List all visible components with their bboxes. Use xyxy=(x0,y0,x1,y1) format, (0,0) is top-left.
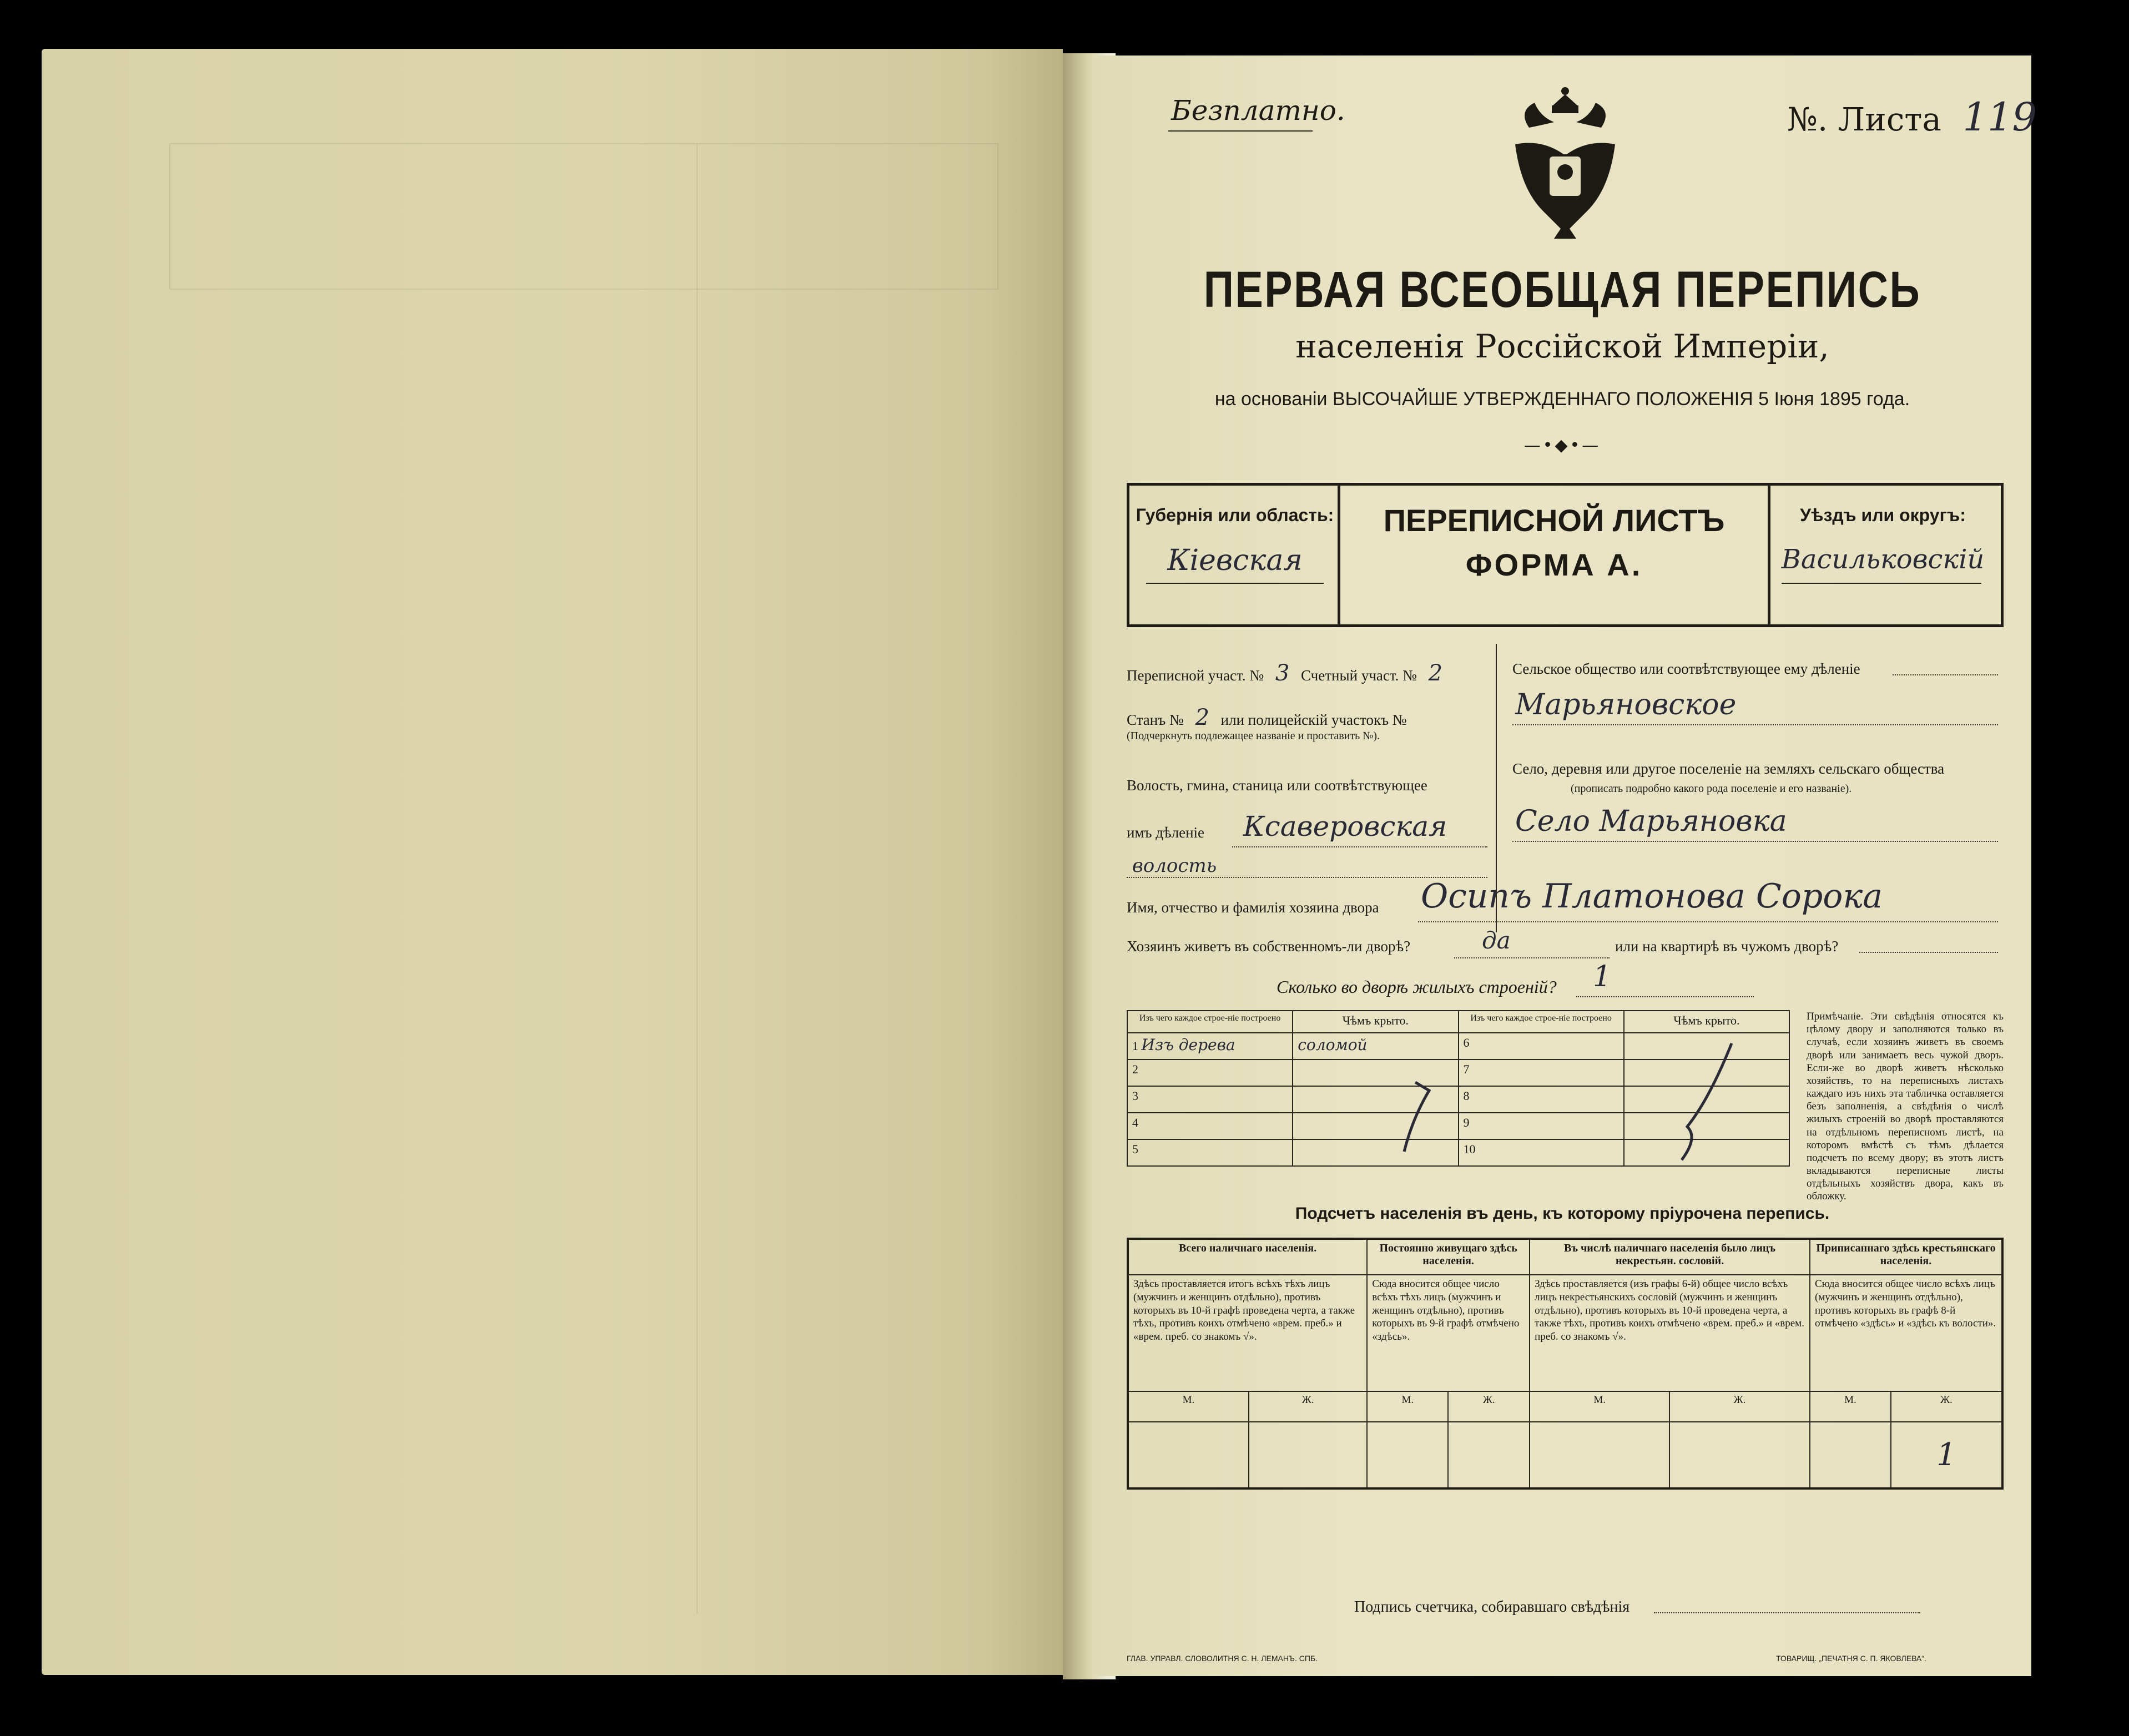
handwritten-dashes xyxy=(1127,1010,1793,1177)
ornament-divider: —•◆•— xyxy=(1523,436,1601,455)
volost-value: Ксаверовская xyxy=(1243,810,1447,842)
stan-row: Станъ № 2 или полицейскій участокъ № xyxy=(1127,705,1407,730)
form-title: ПЕРЕПИСНОЙ ЛИСТЪ xyxy=(1383,503,1725,538)
table-row: 1 Изъ дерева xyxy=(1127,1033,1293,1059)
sheet-number-label: №. Листа 119 xyxy=(1787,94,2037,140)
signature-label: Подпись счетчика, собиравшаго свѣдѣнія xyxy=(1354,1598,1630,1616)
bleed-through-line xyxy=(697,143,698,1614)
buildings-label: Сколько во дворѣ жилыхъ строеній? xyxy=(1277,977,1557,997)
census-basis: на основаніи ВЫСОЧАЙШЕ УТВЕРЖДЕННАГО ПОЛОЖЕНІЯ 5 Іюня 1895 года. xyxy=(1214,388,1910,410)
selo-label: Село, деревня или другое поселеніе на земляхъ сельскаго общества xyxy=(1512,760,1945,777)
count-table: Всего наличнаго населенія. Постоянно живущаго здѣсь населенія. Въ числѣ наличнаго населенія было лицъ некрестьян. сословій. Приписаннаго здѣсь крестьянскаго населенія. Здѣсь проставляется итогъ всѣхъ тѣхъ лицъ (мужчинъ и женщинъ отдѣльно), противъ которыхъ въ 10-й графѣ проведена черта, а также тѣхъ, противъ коихъ отмѣчено «врем. преб.» и «врем. преб. со знакомъ √». Сюда вносится общее число всѣхъ тѣхъ лицъ (мужчинъ и женщинъ отдѣльно), противъ которыхъ въ 9-й графѣ отмѣчено «здѣсь». Здѣсь проставляется (изъ графы 6-й) общее число всѣхъ лицъ некрестьянскихъ сословій (мужчинъ и женщинъ отдѣльно), противъ которыхъ въ 10-й проведена черта, а также тѣхъ, противъ коихъ отмѣчено «врем. преб.» и «врем. преб. со знакомъ √». Сюда вносится общее число всѣхъ лицъ (мужчинъ и женщинъ отдѣльно), противъ которыхъ въ графѣ 8-й отмѣчено «здѣсь» и «здѣсь къ волости». М. Ж. М. Ж. М. Ж. М. Ж. 1 xyxy=(1127,1238,2004,1490)
gubernia-value: Кіевская xyxy=(1167,544,1303,577)
printer-right: ТОВАРИЩ. „ПЕЧАТНЯ С. П. ЯКОВЛЕВА“. xyxy=(1776,1654,1926,1663)
buildings-value: 1 xyxy=(1593,960,1612,993)
printer-left: ГЛАВ. УПРАВЛ. СЛОВОЛИТНЯ С. Н. ЛЕМАНЪ. СПБ. xyxy=(1127,1654,1318,1663)
obshchestvo-label: Сельское общество или соотвѣтствующее ему дѣленіе xyxy=(1512,660,1860,677)
gubernia-label: Губернія или область: xyxy=(1136,505,1334,525)
delenie-label: имъ дѣленіе xyxy=(1127,824,1205,841)
underline-note: (Подчеркнуть подлежащее названіе и проставить №). xyxy=(1127,730,1380,742)
bleed-through-table xyxy=(169,143,998,290)
form-type: ФОРМА А. xyxy=(1465,547,1643,582)
table-row: 8 xyxy=(1459,1086,1624,1113)
count-title: Подсчетъ населенія въ день, къ которому пріурочена перепись. xyxy=(1295,1204,1830,1223)
schet-value: 2 xyxy=(1428,660,1443,686)
table-row: 2 xyxy=(1127,1059,1293,1086)
table-row: 3 xyxy=(1127,1086,1293,1113)
census-subtitle: населенія Россійской Имперіи, xyxy=(1295,327,1829,365)
owner-lives-label-2: или на квартирѣ въ чужомъ дворѣ? xyxy=(1615,938,1839,955)
census-title: ПЕРВАЯ ВСЕОБЩАЯ ПЕРЕПИСЬ xyxy=(1203,261,1921,318)
owner-name-value: Осипъ Платонова Сорока xyxy=(1421,877,1883,916)
uezd-value: Васильковскій xyxy=(1781,544,1985,575)
table-row: 7 xyxy=(1459,1059,1624,1086)
table-row: 10 xyxy=(1459,1139,1624,1166)
census-form-page xyxy=(1093,55,2037,1676)
count-value-last: 1 xyxy=(1891,1422,2002,1488)
owner-lives-label: Хозяинъ живетъ въ собственномъ-ли дворѣ? xyxy=(1127,938,1411,955)
buildings-table: Изъ чего каждое строе-ніе построено Чѣмъ крыто. Изъ чего каждое строе-ніе построено Чѣмъ крыто. 1 Изъ дерева соломой 6 2 7 3 8 4 9 5 10 xyxy=(1127,1010,1790,1167)
note-text: Примѣчаніе. Эти свѣдѣнія относятся къ цѣлому двору и заполняются только въ случаѣ, если хозяинъ живетъ въ своемъ дворѣ или занимаетъ весь чужой дворъ. Если-же во дворѣ живетъ нѣсколько хозяйствъ, то на переписныхъ листахъ каждаго изъ нихъ эта табличка оставляется безъ заполненія, а свѣдѣнія о числѣ жилыхъ строеній во дворѣ проставляются на отдѣльномъ переписномъ листѣ, на которомъ вмѣстѣ съ тѣмъ дѣлается подсчетъ по всему двору; въ этотъ листъ вкладываются переписные листы отдѣльныхъ хозяйствъ двора, какъ въ обложку. xyxy=(1807,1011,2004,1203)
table-row: 4 xyxy=(1127,1113,1293,1139)
uchast-value: 3 xyxy=(1275,660,1290,686)
uchast-row: Переписной участ. № 3 Счетный участ. № 2 xyxy=(1127,660,1443,686)
imperial-eagle-emblem xyxy=(1504,83,1626,250)
owner-lives-value: да xyxy=(1482,927,1511,954)
sheet-number-value: 119 xyxy=(1962,94,2037,140)
volost-value-2: волость xyxy=(1132,855,1217,877)
table-row: 6 xyxy=(1459,1033,1624,1059)
table-row: 9 xyxy=(1459,1113,1624,1139)
free-label: Безплатно. xyxy=(1171,94,1345,127)
volost-label: Волость, гмина, станица или соотвѣтствующее xyxy=(1127,777,1427,794)
selo-value: Село Марьяновка xyxy=(1515,805,1787,838)
obshchestvo-value: Марьяновское xyxy=(1515,688,1737,721)
uezd-label: Уѣздъ или округъ: xyxy=(1800,505,1966,525)
left-page xyxy=(42,49,1063,1675)
selo-note: (прописать подробно какого рода поселеніе и его названіе). xyxy=(1571,783,1852,795)
stan-value: 2 xyxy=(1195,705,1209,730)
table-row: 5 xyxy=(1127,1139,1293,1166)
owner-name-label: Имя, отчество и фамилія хозяина двора xyxy=(1127,899,1379,916)
